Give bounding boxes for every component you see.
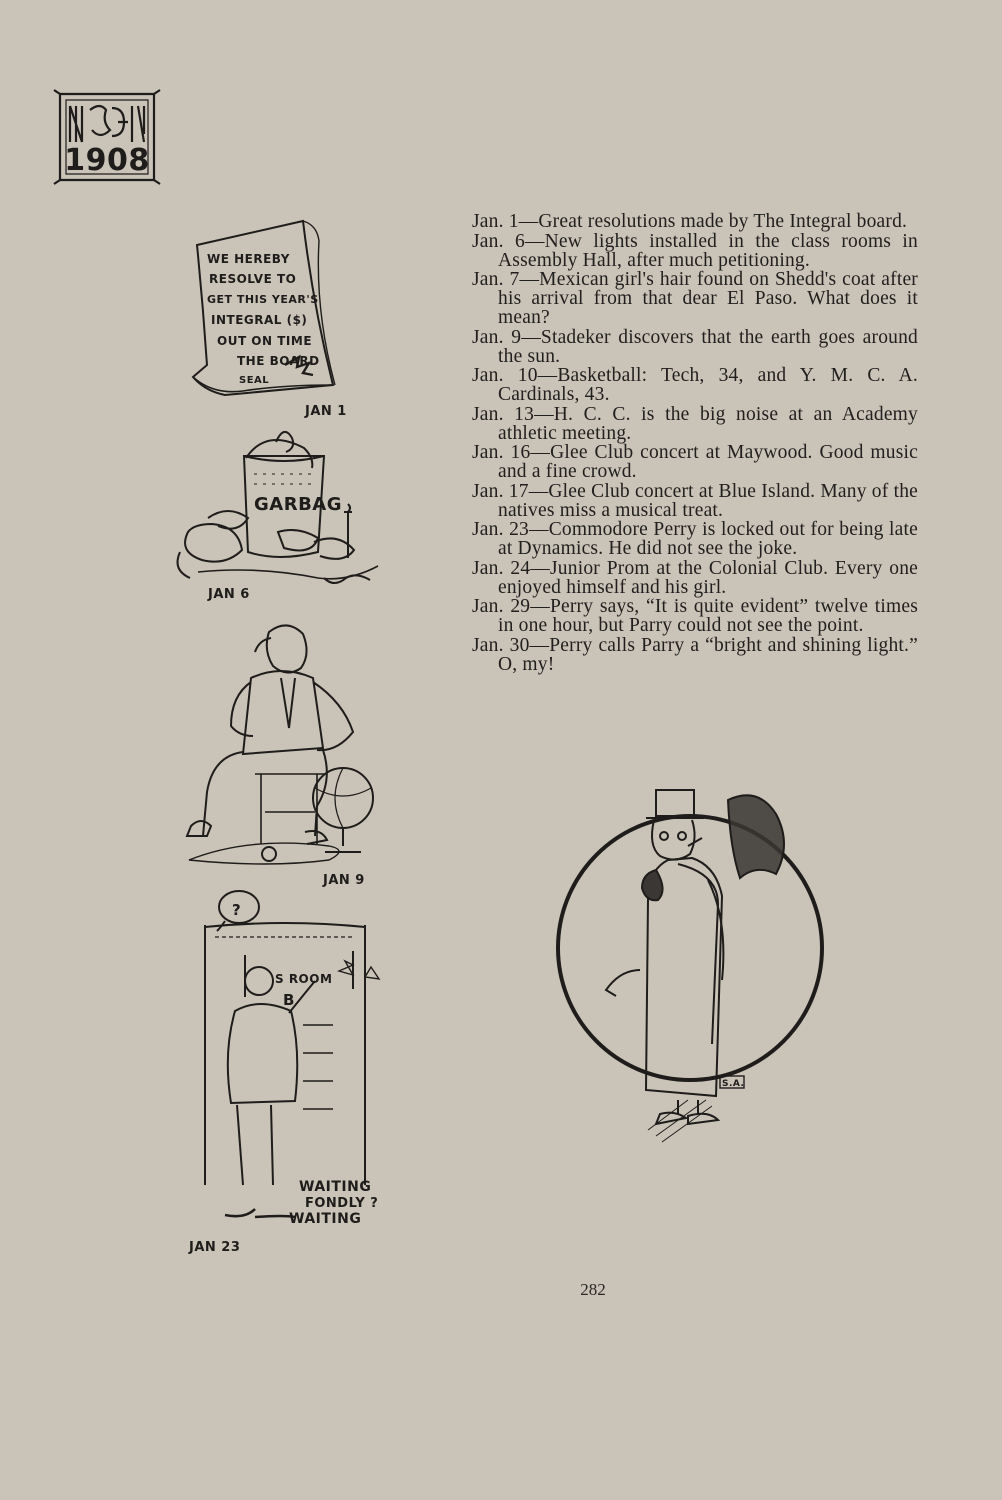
door-letter: B bbox=[283, 991, 295, 1009]
monogram-year: 1908 bbox=[64, 143, 150, 178]
sign-line-seal: SEAL bbox=[239, 375, 270, 386]
cartoon-man-with-globe bbox=[185, 612, 390, 887]
sign-line-4: INTEGRAL ($) bbox=[211, 313, 308, 327]
door-sign-text: S ROOM bbox=[275, 972, 333, 986]
sign-line-1: WE HEREBY bbox=[207, 252, 290, 266]
calendar-entry-jan-7: Jan. 7—Mexican girl's hair found on Shedd's coat after his arrival from that dear El Paso. What does it mean? bbox=[472, 269, 918, 328]
cartoon-date-jan-6: JAN 6 bbox=[208, 587, 250, 602]
cartoon-resolution-sign bbox=[185, 215, 355, 420]
artist-signature: S.A. bbox=[722, 1079, 745, 1089]
calendar-entry-jan-9: Jan. 9—Stadeker discovers that the earth goes around the sun. bbox=[472, 326, 918, 367]
illustration-man-in-top-hat bbox=[548, 780, 828, 1150]
cartoon-date-jan-9: JAN 9 bbox=[323, 873, 365, 887]
question-mark: ? bbox=[232, 901, 242, 919]
cartoon-date-jan-1: JAN 1 bbox=[305, 404, 347, 419]
sign-line-2: RESOLVE TO bbox=[209, 272, 297, 286]
calendar-entry-jan-24: Jan. 24—Junior Prom at the Colonial Club. Every one enjoyed himself and his girl. bbox=[472, 557, 918, 598]
january-calendar bbox=[472, 212, 918, 674]
calendar-entry-jan-17: Jan. 17—Glee Club concert at Blue Island. Many of the natives miss a musical treat. bbox=[472, 480, 918, 521]
garbage-can-label: GARBAG bbox=[254, 494, 342, 515]
calendar-entry-jan-6: Jan. 6—New lights installed in the class rooms in Assembly Hall, after much petitioning. bbox=[472, 230, 918, 271]
page-number bbox=[92, 1280, 1002, 1300]
caption-line-1: WAITING bbox=[299, 1179, 372, 1195]
calendar-entry-jan-29: Jan. 29—Perry says, “It is quite evident” twelve times in one hour, but Parry could not see the point. bbox=[472, 596, 918, 636]
calendar-entry-jan-13: Jan. 13—H. C. C. is the big noise at an Academy athletic meeting. bbox=[472, 403, 918, 444]
cartoon-date-jan-23: JAN 23 bbox=[189, 1240, 241, 1255]
caption-line-3: WAITING bbox=[289, 1211, 362, 1227]
cartoon-garbage-can bbox=[168, 422, 388, 602]
integral-1908-monogram bbox=[52, 86, 162, 188]
calendar-entry-jan-16: Jan. 16—Glee Club concert at Maywood. Good music and a fine crowd. bbox=[472, 442, 918, 482]
sign-line-3: GET THIS YEAR'S bbox=[207, 293, 319, 306]
calendar-entry-jan-1: Jan. 1—Great resolutions made by The Integral board. bbox=[472, 211, 908, 232]
caption-line-2: FONDLY ? bbox=[305, 1196, 379, 1211]
sign-line-5: OUT ON TIME bbox=[217, 334, 313, 348]
calendar-entry-jan-30: Jan. 30—Perry calls Parry a “bright and shining light.” O, my! bbox=[472, 634, 918, 675]
page-number-text: 282 bbox=[580, 1280, 606, 1299]
calendar-entry-jan-23: Jan. 23—Commodore Perry is locked out for being late at Dynamics. He did not see the joke. bbox=[472, 519, 918, 559]
cartoon-locked-out bbox=[185, 885, 400, 1255]
calendar-entry-jan-10: Jan. 10—Basketball: Tech, 34, and Y. M. C. A. Cardinals, 43. bbox=[472, 365, 918, 405]
sign-line-6: THE BOARD bbox=[237, 354, 320, 368]
